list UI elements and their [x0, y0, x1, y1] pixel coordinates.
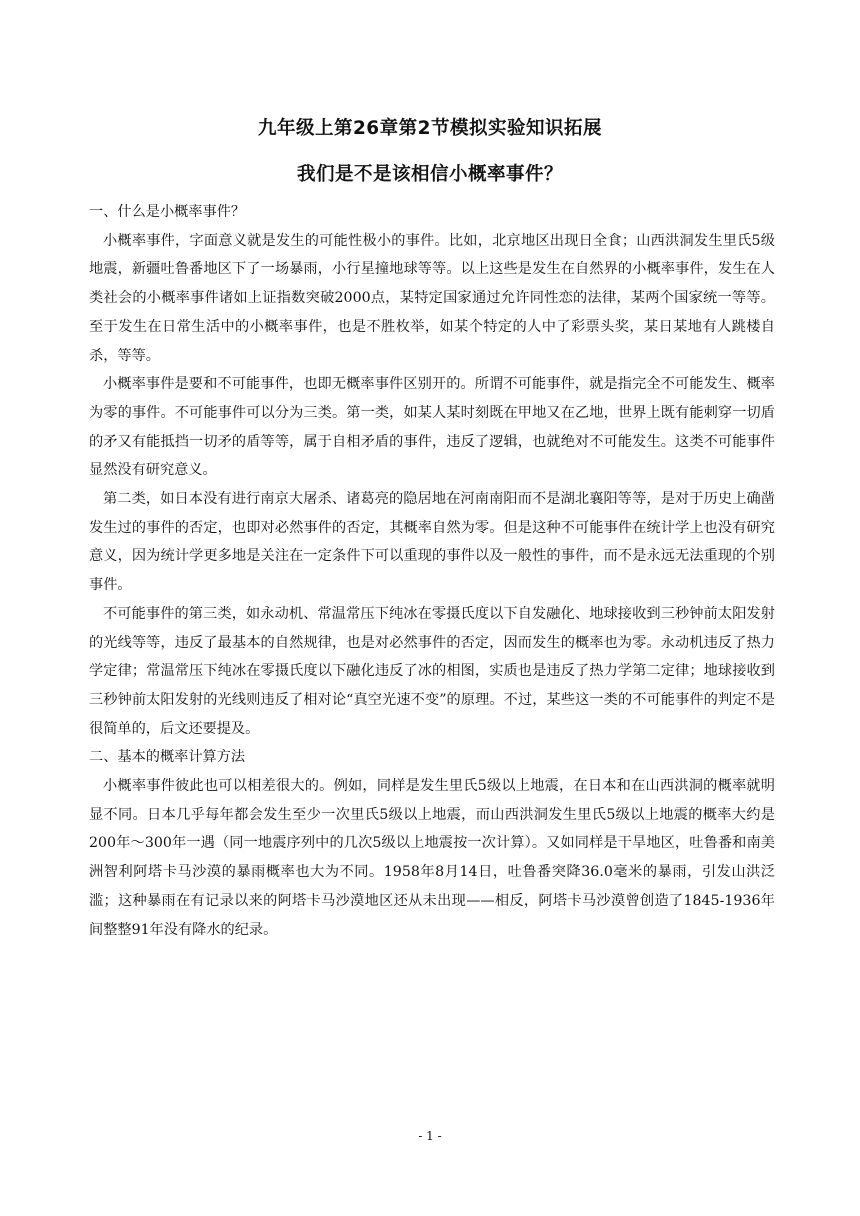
paragraph: 不可能事件的第三类，如永动机、常温常压下纯冰在零摄氏度以下自发融化、地球接收到三秒钟前太阳发射的光线等等，违反了最基本的自然规律，也是对必然事件的否定，因而发生的概率也为零。永动机违反了热力学定律；常温常压下纯冰在零摄氏度以下融化违反了冰的相图，实质也是违反了热力学第二定律；地球接收到三秒钟前太阳发射的光线则违反了相对论“真空光速不变”的原理。不过，某些这一类的不可能事件的判定不是很简单的，后文还要提及。 [89, 605, 775, 737]
document-title: 九年级上第26章第2节模拟实验知识拓展 [257, 118, 603, 139]
paragraph: 小概率事件，字面意义就是发生的可能性极小的事件。比如，北京地区出现日全食；山西洪洞发生里氏5级地震，新疆吐鲁番地区下了一场暴雨，小行星撞地球等等。以上这些是发生在自然界的小概率事件，发生在人类社会的小概率事件诸如上证指数突破2000点，某特定国家通过允许同性恋的法律，某两个国家统一等等。至于发生在日常生活中的小概率事件，也是不胜枚举，如某个特定的人中了彩票头奖，某日某地有人跳楼自杀，等等。 [89, 232, 775, 364]
paragraph: 第二类，如日本没有进行南京大屠杀、诸葛亮的隐居地在河南南阳而不是湖北襄阳等等，是对于历史上确凿发生过的事件的否定，也即对必然事件的否定，其概率自然为零。但是这种不可能事件在统计学上也没有研究意义，因为统计学更多地是关注在一定条件下可以重现的事件以及一般性的事件，而不是永远无法重现的个别事件。 [89, 491, 775, 594]
document-subtitle: 我们是不是该相信小概率事件？ [296, 164, 563, 185]
paragraph: 小概率事件是要和不可能事件，也即无概率事件区别开的。所谓不可能事件，就是指完全不可能发生、概率为零的事件。不可能事件可以分为三类。第一类，如某人某时刻既在甲地又在乙地，世界上既有能刺穿一切盾的矛又有能抵挡一切矛的盾等等，属于自相矛盾的事件，违反了逻辑，也就绝对不可能发生。这类不可能事件显然没有研究意义。 [89, 376, 775, 479]
section-heading: 二、基本的概率计算方法 [89, 749, 246, 766]
section-heading: 一、什么是小概率事件？ [89, 204, 246, 220]
document-body [89, 198, 775, 944]
paragraph: 小概率事件彼此也可以相差很大的。例如，同样是发生里氏5级以上地震，在日本和在山西洪洞的概率就明显不同。日本几乎每年都会发生至少一次里氏5级以上地震，而山西洪洞发生里氏5级以上地震的概率大约是200年～300年一遇（同一地震序列中的几次5级以上地震按一次计算）。又如同样是干旱地区，吐鲁番和南美洲智利阿塔卡马沙漠的暴雨概率也大为不同。1958年8月14日，吐鲁番突降36.0毫米的暴雨，引发山洪泛滥；这种暴雨在有记录以来的阿塔卡马沙漠地区还从未出现——相反，阿塔卡马沙漠曾创造了1845-1936年间整整91年没有降水的纪录。 [89, 778, 775, 938]
page-number: - 1 - [418, 1129, 442, 1143]
